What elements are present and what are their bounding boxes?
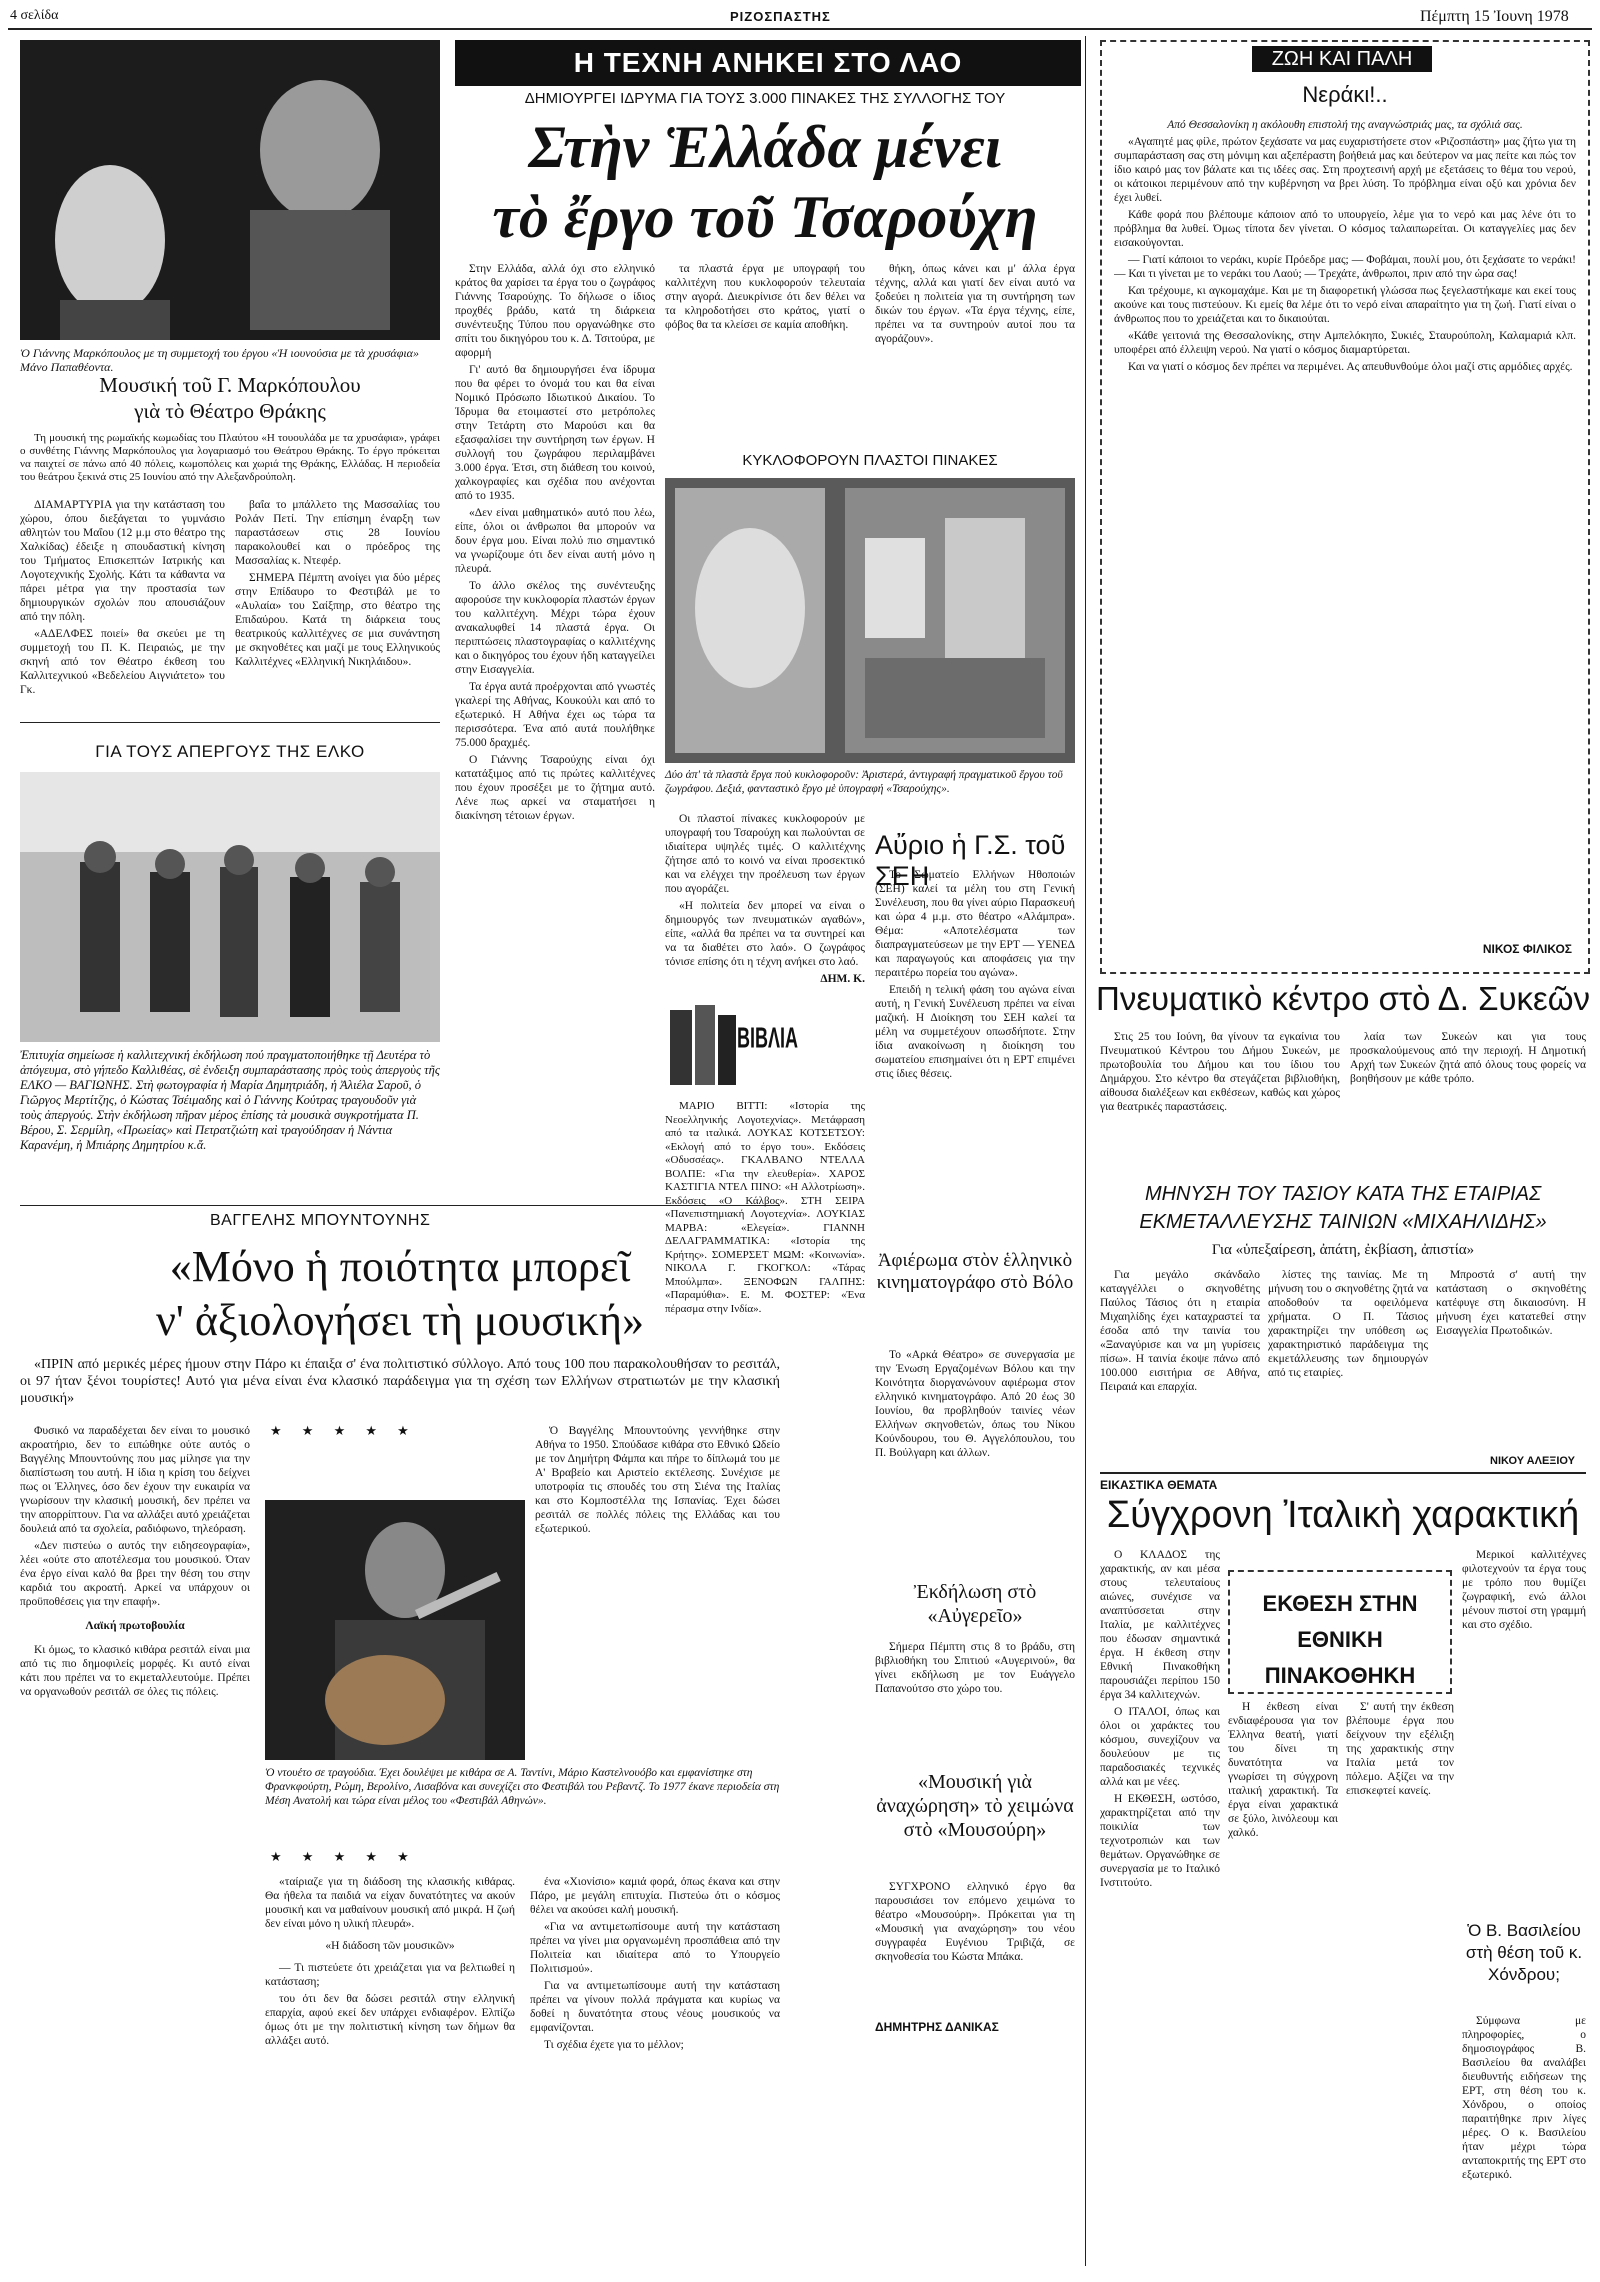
brief-text-b: βαΐα το μπάλλετο της Μασσαλίας του Ρολάν Πετί. Την επίσημη έναρξη των παραστάσεων στις 28 Ιουνίου παρακολουθεί και ο πρόεδρος της Μασσαλίας κ. Ντεφέρ.	[235, 499, 440, 567]
tsarouchis-col-1	[455, 262, 655, 1052]
tsar-text-1c: «Δεν είναι μαθηματικό» αυτό που λέω, είπε, όλοι οι άνθρωποι θα μπορούν να δουν έργα μου. Είναι πολύ πιο σημαντικό να γνωρίζουμε ότι δεν είναι αυτή μόνο η πλευρά.	[455, 507, 655, 575]
photo-caption-markopoulos: Ὁ Γιάννης Μαρκόπουλος με τη συμμετοχή του έργου «Ἡ ιουνούσια με τὰ χρυσάφια» Μάνο Παπαθέοντα.	[20, 346, 419, 374]
elko-photo	[20, 772, 440, 1042]
brief-text-a2: «ΑΔΕΛΦΕΣ ποιεί» θα σκεύει με τη συμμετοχή του Π. Κ. Πειραιώς, με την σκηνή από τον Θέατρο έκθεση του Καλλιτεχνικού «Βεδελείου Αιγνιάτετο» του Γκ.	[20, 628, 225, 696]
minysi-headline	[1095, 1180, 1591, 1236]
tsar-text-1d: Το άλλο σκέλος της συνέντευξης αφορούσε την κυκλοφορία πλαστών έργων του καλλιτέχνη. Μέχρι τώρα έχουν ανακαλυφθεί 14 πλαστά έργα. Οι περιπτώσεις πλαστογραφίας ο καλλιτέχνης και ο δικηγόρος του έχουν ήδη καταγγείλει στην Εισαγγελία.	[455, 580, 655, 676]
tsarouchis-col-2	[665, 262, 865, 442]
col-a-text-3: Κι όμως, το κλασικό κιθάρα ρεσιτάλ είναι μια από τις πιο δημοφιλείς μορφές. Κι αυτό είναι κάτι που πρέπει να το εκμεταλλευτούμε. Πρέπει να οργανωθούν ρεσιτάλ σε όλες τις πόλεις.	[20, 1644, 250, 1698]
tsar-text-1e: Τα έργα αυτά προέρχονται από γνωστές γκαλερί της Αθήνας, Κουκούλι και από το εξωτερικό. Η Αθήνα έχει ως τώρα τα περισσότερα. Ένα από αυτά πουλήθηκε 75.000 δραχμές.	[455, 681, 655, 749]
minysi-text-c: Μπροστά σ' αυτή την κατάσταση ο σκηνοθέτης κατέφυγε στη δικαιοσύνη. Η μήνυση έχει κατατεθεί στην Εισαγγελία Πρωτοδικών.	[1436, 1269, 1586, 1337]
sei-text-1: Το Σωματείο Ελλήνων Ηθοποιών (ΣΕΗ) καλεί τα μέλη του στη Γενική Συνέλευση, που θα γίνει αύριο Παρασκευή και ώρα 4 μ.μ. στο θέατρο «Αλάμπρα». Θέμα: «Αποτελέσματα των διαπραγματεύσεων με την ΕΡΤ — ΥΕΝΕΔ και παραγωγούς και αποφάσεις για την περαιτέρω πορεία του αγώνα».	[875, 869, 1075, 979]
col-a-text-1: Φυσικό να παραδέχεται δεν είναι το μουσικό ακροατήριο, δεν το ειπώθηκε ούτε αυτός ο Βαγγέλης Μπουντούνης που μας μίλησε για την διαπίστωση του αυτή. Η ίδια η κρίση του δείχνει πως οι Έλληνες, όσο δεν έχουν την ευκαιρία να γνωρίσουν την κλασική μουσική, δεν πρέπει να την απορρίπτουν. Για να αλλάξει αυτό χρειάζεται δουλειά από τα σχολεία, ραδιόφωνο, τηλεόραση.	[20, 1425, 250, 1535]
issue-date: Πέμπτη 15 Ἰουνη 1978	[1420, 8, 1569, 25]
banner	[455, 40, 1081, 86]
tsar-text-1: Στην Ελλάδα, αλλά όχι στο ελληνικό κράτος θα χαρίσει τα έργα του ο ζωγράφος Γιάννης Τσαρούχης. Το δήλωσε ο ίδιος προχθές βράδυ, κατά τη διάρκεια συνέντευξης Τύπου που οργανώθηκε στο σπίτι του δικηγόρου του κ. Δ. Τσιτούρα, με αφορμή	[455, 263, 655, 359]
eikastika-label: ΕΙΚΑΣΤΙΚΑ ΘΕΜΑΤΑ	[1100, 1478, 1218, 1492]
minysi-col-b	[1268, 1268, 1428, 1453]
interview-col-b	[265, 1875, 515, 2245]
banner-text: Η ΤΕΧΝΗ ΑΝΗΚΕΙ ΣΤΟ ΛΑΟ	[573, 47, 963, 78]
elko-caption: Ἐπιτυχία σημείωσε ἡ καλλιτεχνική ἐκδήλωση πού πραγματοποιήθηκε τῇ Δευτέρα τὸ ἀπόγευμα, στὸ γήπεδο Καλλιθέας, σὲ ἐνδειξη συμπαράστασης πρὸς τοὺς ἀπεργοὺς τῆς ΕΛΚΟ — ΒΑΓΙΩΝΗΣ. Στὴ φωτογραφία ἡ Μαρία Δημητριάδη, ἡ Ἀλιέλα Σαροῦ, ὁ Γιῶργος Μερτίτζης, ὁ Κώστας Τσέιμαδης καὶ ὁ Γιάννης Κούτρας τραγουδοῦν γιὰ τοὺς ἀπεργούς. Στὴν ἐκδήλωση πῆραν μέρος ἐπίσης τὰ μουσικὰ συγκροτήματα Π. Βέρου, Σ. Σερμίλη, «Πρωείας» καὶ Πετρατζιώτη καὶ τραγούδησαν ἡ Νάντια Καρανέμη, ἡ Μπιάρης Δημητρίου κ.ἄ.	[20, 1048, 440, 1152]
afieroma-text	[875, 1348, 1075, 1568]
box-text-5: «Κάθε γειτονιά της Θεσσαλονίκης, στην Αμπελόκηπο, Συκιές, Σταυρούπολη, Καλαμαριά κλπ. υποφέρει από έλλειψη νερού. Να γιατί ο κόσμος διαμαρτύρεται.	[1114, 330, 1576, 356]
guitarist-image	[265, 1500, 525, 1760]
ekdilosi-headline: Ἐκδήλωση στὸ «Αὐγερεῖο»	[913, 1581, 1037, 1627]
zoi-kai-pali-box	[1100, 40, 1590, 974]
minysi-text-b: λίστες της ταινίας. Με τη μήνυση του ο σκηνοθέτης ζητά να αποδοθούν τα οφειλόμενα χρήματα. Ο Π. Τάσιος χαρακτηρίζει την υπόθεση ως χαρακτηριστικό παράδειγμα της εκμετάλλευσης των δημιουργών από τις εταιρίες.	[1268, 1269, 1428, 1379]
box-title: ΖΩΗ ΚΑΙ ΠΑΛΗ	[1252, 46, 1432, 72]
box-body	[1114, 118, 1576, 928]
brief-text-a: ΔΙΑΜΑΡΤΥΡΙΑ για την κατάσταση του χώρου, όπου διεξάγεται το γυμνάσιο αθλητών του Μαΐου (12 μ.μ στο θέατρο της Χαλκίδας) έδειξε η σπουδαστική κίνηση του Τμήματος Επισκεπτών Ιατρικής και Λογοτεχνικής Σχολής. Κάτι τα κάθαντα να πάρει μέτρα για την προστασία των δημιουργικών σχολών που απουσιάζουν από την πόλη.	[20, 499, 225, 623]
col-a-subhead: Λαϊκή πρωτοβουλία	[85, 1620, 185, 1632]
italian-headline: Σύγχρονη Ἰταλικὴ χαρακτική	[1106, 1494, 1580, 1536]
books-label: ΒΙΒΛΙΑ	[737, 1021, 799, 1054]
brief-column-b	[235, 498, 440, 718]
mousouri-headline: «Μουσική γιὰ ἀναχώρηση» τὸ χειμώνα στὸ «Μουσούρη»	[876, 1771, 1074, 1841]
afieroma-body: Το «Αρκά Θέατρο» σε συνεργασία με την Ένωση Εργαζομένων Βόλου και την Κοινότητα διοργανώνουν αφιέρωμα στον ελληνικό κινηματογράφο. Από 20 έως 30 Ιουνίου, θα προβληθούν ταινίες νέων Ελλήνων σκηνοθετών, όπως του Νίκου Κούνδουρου, του Θ. Αγγελόπουλου, του Π. Βούλγαρη και άλλων.	[875, 1349, 1075, 1459]
mousouri-sign: ΔΗΜΗΤΡΗΣ ΔΑΝΙΚΑΣ	[875, 2020, 999, 2034]
markopoulos-lead	[20, 432, 440, 492]
box-text-1: «Αγαπητέ μας φίλε, πρώτον ξεχάσατε να μας ευχαριστήσετε στον «Ριζοσπάστη» μας ζήτω για τη συμπαράσταση σας στη μόνιμη και αξεπέραστη βοήθειά μας και δεύτερον να μας πείτε και πώς τον ίδιο καιρό μας τον βάλατε και τις ιδέες σας. Στη προχτεσινή αρχή με εξετάσεις το θέμα του νερού, οι κάτοικοι περιμένουν από την κυβέρνηση να βρει λύση. Το πρόβλημα είναι οξύ και χρόνια δεν έχει λυθεί.	[1114, 136, 1576, 204]
ekthesi-title: ΕΚΘΕΣΗ ΣΤΗΝ ΕΘΝΙΚΗ ΠΙΝΑΚΟΘΗΚΗ	[1262, 1591, 1418, 1688]
ital-text-b: Η έκθεση είναι ενδιαφέρουσα για τον Έλληνα θεατή, γιατί του δίνει τη δυνατότητα να γνωρίσει τη σύγχρονη ιταλική χαρακτική. Τα έργα είναι χαρακτικά σε ξύλο, λινόλεουμ και χαλκό.	[1228, 1701, 1338, 1839]
box-text-3: — Γιατί κάποιοι το νεράκι, κυρίε Πρόεδρε μας; — Φοβάμαι, πουλί μου, ότι ξεχάσατε το νεράκι! — Και τι γίνεται με το νεράκι του Λαού; — Τρεχάτε, άνθρωποι, πριν από την ώρα σας!	[1114, 254, 1576, 280]
box-text-2: Κάθε φορά που βλέπουμε κάποιον από το υπουργείο, λέμε για το νερό και μας λένε ότι το πρόβλημα θα λυθεί. Όμως τίποτα δεν γίνεται. Ο κόσμος ταλαιπωρείται. Οι καταγγελίες μας δεν εισακούγονται.	[1114, 209, 1576, 249]
ital-text-c: Ο ΙΤΑΛΟΙ, όπως και όλοι οι χαράκτες του κόσμου, συνεχίζουν να δουλεύουν με τις παραδοσιακές τεχνικές αλλά και με νέες.	[1100, 1706, 1220, 1788]
tsar-text-3: θήκη, όπως κάνει και μ' άλλα έργα τέχνης, αλλά και γιατί δεν είναι αυτό να ξοδεύει η πολιτεία για τη συντήρηση των δικών του έργων. «Τα έργα τέχνης, είπε, πρέπει να τα συντηρούν αυτοί που τα αγοράζουν».	[875, 263, 1075, 345]
col-c-text-1: ένα «Χιονίσιο» καμιά φορά, όπως έκανα και στην Πάρο, με μεγάλη επιτυχία. Πιστεύω ότι ο κόσμος θέλει να ακούσει καλή μουσική.	[530, 1876, 780, 1916]
ital-text-a: Ο ΚΛΑΔΟΣ της χαρακτικής, αν και μέσα στους τελευταίους αιώνες, συνέχισε να αναπτύσσεται στην Ιταλία, με καλλιτέχνες που έδωσαν σημαντικά έργα. Η έκθεση στην Εθνική Πινακοθήκη παρουσιάζει περίπου 150 έργα 34 καλλιτεχνών.	[1100, 1549, 1220, 1701]
elko-headline: ΓΙΑ ΤΟΥΣ ΑΠΕΡΓΟΥΣ ΤΗΣ ΕΛΚΟ	[95, 742, 365, 761]
col-b-text-3: του ότι δεν θα δώσει ρεσιτάλ στην ελληνική επαρχία, αφού εκεί δεν υπάρχει ενδιαφέρον. Ελπίζω όμως ότι με την πολιτιστική κίνηση των δήμων θα αλλάξει αυτό.	[265, 1993, 515, 2047]
col-c-text-2: «Για να αντιμετωπίσουμε αυτή την κατάσταση πρέπει να γίνει μια οργανωμένη προσπάθεια από την Πολιτεία και ιδιαίτερα από το Υπουργείο Πολιτισμού».	[530, 1921, 780, 1975]
italian-col-c	[1346, 1700, 1454, 2250]
box-signature: ΝΙΚΟΣ ΦΙΛΙΚΟΣ	[1482, 942, 1572, 956]
books-list	[665, 1100, 865, 1610]
fake-paintings-photo	[665, 478, 1075, 763]
portrait-image	[20, 40, 440, 340]
ital-text-e: Σ' αυτή την έκθεση βλέπουμε έργα που δείχνουν την εξέλιξη της χαρακτικής στην Ιταλία μετά τον πόλεμο. Αξίζει να την επισκεφτεί κανείς.	[1346, 1701, 1454, 1797]
star-divider-1: ★ ★ ★ ★ ★	[270, 1424, 417, 1439]
guitarist-photo	[265, 1500, 525, 1760]
ekdilosi-text	[875, 1640, 1075, 1750]
star-divider-2: ★ ★ ★ ★ ★	[270, 1850, 417, 1865]
col-b-subhead: «Η διάδοση τῶν μουσικῶν»	[325, 1940, 455, 1952]
italian-col-a	[1100, 1548, 1220, 2248]
vasileiou-body: Σύμφωνα με πληροφορίες, ο δημοσιογράφος Β. Βασιλείου θα αναλάβει διευθυντής ειδήσεων της ΕΡΤ, στη θέση του κ. Χόνδρου, ο οποίος παραιτήθηκε πριν λίγες μέρες. Ο κ. Βασιλείου ήταν μέχρι τώρα ανταποκριτής της ΕΡΤ στο εξωτερικό.	[1462, 2015, 1586, 2181]
page-number: 4 σελίδα	[10, 8, 59, 23]
italian-col-b	[1228, 1700, 1338, 2250]
vasileiou-headline: Ὁ Β. Βασιλείου στὴ θέση τοῦ κ. Χόνδρου;	[1465, 1921, 1583, 1984]
col-c-text-3: Για να αντιμετωπίσουμε αυτή την κατάσταση πρέπει να γίνουν πολλά πράγματα και κυρίως να δοθεί η δυνατότητα στους νέους μουσικούς να εμφανίζονται.	[530, 1980, 780, 2034]
tsar-sign: ΔΗΜ. Κ.	[820, 973, 865, 985]
tsarouchis-kicker: ΔΗΜΙΟΥΡΓΕΙ ΙΔΡΥΜΑ ΓΙΑ ΤΟΥΣ 3.000 ΠΙΝΑΚΕΣ ΤΗΣ ΣΥΛΛΟΓΗΣ ΤΟΥ	[524, 90, 1006, 107]
brief-text-b2: ΣΗΜΕΡΑ Πέμπτη ανοίγει για δύο μέρες στην Επίδαυρο το Φεστιβάλ με το «Αυλαία» του Σαίξπηρ, στο θέατρο της Επιδαύρου. Κατά τη διάρκεια τους θεατρικούς καλλιτέχνες σε μια συνάντηση με σκηνοθέτες και μαζί με τους Ελληνικούς Καλλιτέχνες «Ελληνική Νικηλάιδου».	[235, 572, 440, 668]
books-text: ΜΑΡΙΟ ΒΙΤΤΙ: «Ιστορία της Νεοελληνικής Λογοτεχνίας». Μετάφραση από τα ιταλικά. ΛΟΥΚΑΣ ΚΟΤΣΕΤΣΟΥ: «Εκλογή από το έργο του». Εκδόσεις «Οδυσσέας». ΓΚΑΛΒΑΝΟ ΝΤΕΛΛΑ ΒΟΛΠΕ: «Για την ελευθερία». ΧΑΡΟΣ ΚΑΣΤΙΓΙΑ ΝΤΕΛ ΠΙΝΟ: «Η Αλλοτρίωση». Εκδόσεις «Ο Κάλβος». ΣΤΗ ΣΕΙΡΑ «Πανεπιστημιακή Λογοτεχνία». ΛΟΥΚΙΑΣ ΜΑΡΒΑ: «Ελεγεία». ΓΙΑΝΝΗ ΔΕΛΑΓΡΑΜΜΑΤΙΚΑ: «Ιστορία της Κρήτης». ΣΟΜΕΡΣΕΤ ΜΩΜ: «Κοινωνία». ΝΙΚΟΛΑ Γ. ΓΚΟΓΚΟΛ: «Τάρας Μπούλμπα». ΞΕΝΟΦΩΝ ΓΑΛΠΗΣ: «Παραμύθια». Ε. Μ. ΦΟΣΤΕΡ: «Ένα πέρασμα στην Ινδία».	[665, 1100, 865, 1315]
fake-paintings-subhead: ΚΥΚΛΟΦΟΡΟΥΝ ΠΛΑΣΤΟΙ ΠΙΝΑΚΕΣ	[742, 452, 998, 469]
headline-line-2: γιὰ τὸ Θέατρο Θράκης	[134, 399, 326, 423]
minysi-line-2: ΕΚΜΕΤΑΛΛΕΥΣΗΣ ΤΑΙΝΙΩΝ «ΜΙΧΑΗΛΙΔΗΣ»	[1139, 1211, 1547, 1233]
kentro-text-a: Στις 25 του Ιούνη, θα γίνουν τα εγκαίνια του Πνευματικού Κέντρου του Δήμου Συκεών, με πρωτοβουλία του Δήμου και του ίδιου του Δημάρχου. Στο κέντρο θα στεγάζεται βιβλιοθήκη, αίθουσα διαλέξεων και εκθέσεων, καθώς και χώρος για θεατρικές παραστάσεις.	[1100, 1031, 1340, 1113]
minysi-line-1: ΜΗΝΥΣΗ ΤΟΥ ΤΑΣΙΟΥ ΚΑΤΑ ΤΗΣ ΕΤΑΙΡΙΑΣ	[1144, 1183, 1542, 1205]
box-subtitle: Νεράκι!..	[1302, 82, 1388, 107]
interview-lead-text: «ΠΡΙΝ από μερικές μέρες ήμουν στην Πάρο κι έπαιξα σ' ένα πολιτιστικό σύλλογο. Από τους 100 που παρακολουθήσαν το ρεσιτάλ, οι 97 ήταν ξένοι τουρίστες! Αυτό για μένα είναι ένα κλασικό παράδειγμα για τη σχέση των Ελλήνων στρατιωτών με την κλασική μουσική»	[20, 1357, 780, 1406]
tsarouchis-col-3	[875, 262, 1075, 442]
interview-author: ΒΑΓΓΕΛΗΣ ΜΠΟΥΝΤΟΥΝΗΣ	[210, 1212, 431, 1229]
masthead: ΡΙΖΟΣΠΑΣΤΗΣ	[730, 9, 831, 24]
mousouri-text	[875, 1880, 1075, 2010]
tsar-text-1f: Ο Γιάννης Τσαρούχης είναι όχι κατατάξιμος από τις πρώτες καλλιτέχνες που έχουν προσέξει με το ζήτημα αυτό. Λένε πως αρκεί να σταματήσει η διακίνηση τέτοιων έργων.	[455, 754, 655, 822]
interview-col-c	[530, 1875, 780, 2245]
sei-text	[875, 868, 1075, 1188]
box-intro: Από Θεσσαλονίκη η ακόλουθη επιστολή της αναγνώστριάς μας, τα σχόλιά σας.	[1167, 119, 1523, 131]
interview-title-line-2: ν' ἀξιολογήσει τὴ μουσική»	[156, 1296, 644, 1345]
tsar-mid-text: «Η πολιτεία δεν μπορεί να είναι ο δημιουργός των πνευματικών αγαθών», είπε, «αλλά θα πρέπει να τα συντηρεί και να τα διαθέτει στο λαό». Ο ζωγράφος τόνισε επίσης ότι η τέχνη ανήκει στο λαό.	[665, 900, 865, 968]
headline-line-1: Μουσική τοῦ Γ. Μαρκόπουλου	[99, 373, 361, 397]
left-divider	[20, 722, 440, 723]
vasileiou-text	[1462, 2014, 1586, 2244]
italian-col-d	[1462, 1548, 1586, 1918]
box-text-6: Και να γιατί ο κόσμος δεν πρέπει να περιμένει. Ας απευθυνθούμε όλοι μαζί στις αρμόδιες αρχές.	[1128, 361, 1573, 373]
ital-text-d: Η ΕΚΘΕΣΗ, ωστόσο, χαρακτηρίζεται από την ποικιλία των τεχνοτροπιών και των θεμάτων. Οργανώθηκε σε συνεργασία με το Ιταλικό Ινστιτούτο.	[1100, 1793, 1220, 1889]
tsar-text-1b: Γι' αυτό θα δημιουργήσει ένα ίδρυμα που θα φέρει το όνομά του και θα είναι Νομικό Πρόσωπο Ιδιωτικού Δικαίου. Το Ίδρυμα θα ετοιμαστεί στο μετρόπολες στην Τετάρτη στο Μαρούσι και θα εξασφαλίσει την συντήρηση των έργων. Η συλλογή του ζωγράφου περιλαμβάνει 3.000 έργα. Έτσι, στη διάθεση του κοινού, χαλκογραφίες και σχέδια που ανέχονται από το 1935.	[455, 364, 655, 502]
ekdilosi-body: Σήμερα Πέμπτη στις 8 το βράδυ, στη βιβλιοθήκη του Σπιτιού «Αυγερινού», θα γίνει εκδήλωση με τον Ευάγγελο Παπανούτσο στο χώρο του.	[875, 1641, 1075, 1695]
header-rule	[8, 28, 1592, 30]
tsar-text-2: τα πλαστά έργα με υπογραφή του καλλιτέχνη που κυκλοφορούν τελευταία στην αγορά. Διευκρίνισε ότι δεν θέλει να τα κληροδοτήσει στο κράτος, γιατί ο φόβος θα τα κλείσει σε καμία αποθήκη.	[665, 263, 865, 331]
mousouri-body: ΣΥΓΧΡΟΝΟ ελληνικό έργο θα παρουσιάσει τον επόμενο χειμώνα το θέατρο «Μουσούρη». Πρόκειται για τη «Μουσική για αναχώρηση» του νέου συγγραφέα Ευγένιου Τριβιζά, σε σκηνοθεσία του Κώστα Μπάκα.	[875, 1881, 1075, 1963]
col-b-text-1: «ταίριαζε για τη διάδοση της κλασικής κιθάρας. Θα ήθελα τα παιδιά να είχαν δυνατότητες να ακούν μουσική και να μαθαίνουν μουσική από μικρά. Η ζωή δεν είναι μόνο η υλική πλευρά».	[265, 1876, 515, 1930]
bio-text: Ὁ Βαγγέλης Μπουντούνης γεννήθηκε στην Αθήνα το 1950. Σπούδασε κιθάρα στο Εθνικό Ωδείο με τον Δημήτρη Φάμπα και πήρε το δίπλωμά του με Α' Βραβείο και Αριστείο εκτέλεσης. Συνέχισε με υποτροφία τις σπουδές του στη Σιένα της Ιταλίας και στο Κομποστέλλα της Ισπανίας. Έχει δώσει ρεσιτάλ σε πολλές πόλεις της Ελλάδας και του εξωτερικού.	[535, 1425, 780, 1535]
tsar-text-2b: Οι πλαστοί πίνακες κυκλοφορούν με υπογραφή του Τσαρούχη και πωλούνται σε ιδιαίτερα υψηλές τιμές. Ο καλλιτέχνης ζήτησε από το κοινό να είναι προσεκτικό και να ελέγχει την προέλευση των έργων που αγοράζει.	[665, 813, 865, 895]
minysi-text-a: Για μεγάλο σκάνδαλο καταγγέλλει ο σκηνοθέτης Παύλος Τάσιος ότι η εταιρία Μιχαηλίδης έχει καταχραστεί τα έσοδα από την ταινία του «Ξαναγύρισε και να μη γυρίσεις πίσω». Η ταινία έκοψε πάνω από 100.000 εισιτήρια σε Αθήνα, Πειραιά και επαρχία.	[1100, 1269, 1260, 1393]
eikastika-rule	[1100, 1472, 1586, 1474]
paintings-image	[665, 478, 1075, 763]
kentro-col-b	[1350, 1030, 1586, 1170]
markopoulos-photo	[20, 40, 440, 340]
minysi-subhead: Για «ὑπεξαίρεση, ἀπάτη, ἐκβίαση, ἀπιστία»	[1211, 1242, 1475, 1258]
afieroma-headline: Ἀφιέρωμα στὸν ἑλληνικὸ κινηματογράφο στὸ Βόλο	[876, 1250, 1074, 1293]
kentro-headline: Πνευματικὸ κέντρο στὸ Δ. Συκεῶν	[1095, 980, 1591, 1017]
col-c-text-4: Τι σχέδια έχετε για το μέλλον;	[544, 2039, 684, 2051]
box-text-4: Και τρέχουμε, κι αγκομαχάμε. Και με τη διαφορετική γλώσσα πως ξεγελαστήκαμε και εκεί τους ακούνε και τους πιστεύουν. Κι εμείς θα λέμε ότι το νερό είναι απαραίτητο για τη ζωή. Γιατί είναι ο άνθρωπος που το χρειάζεται και το δικαιούται.	[1114, 285, 1576, 325]
headline-markopoulos	[20, 372, 440, 424]
center-right-divider	[1085, 36, 1086, 2266]
minysi-sign: ΝΙΚΟΥ ΑΛΕΞΙΟΥ	[1490, 1455, 1576, 1467]
books-logo	[665, 1000, 799, 1090]
lead-text: Τη μουσική της ρωμαϊκής κωμωδίας του Πλαύτου «Η τουουλάδα με τα χρυσάφια», γράφει ο συνθέτης Γιάννης Μαρκόπουλος για λογαριασμό του Θεάτρου Θράκης. Το έργο πρόκειται να παιχτεί σε πάνω από 40 πόλεις, κωμοπόλεις και χωριά της Θράκης, Ελλάδας. Η περιοδεία του θεάτρου ξεκινά στις 25 Ιουνίου από την Αλεξανδρούπολη.	[20, 432, 440, 483]
ital-text-f: Μερικοί καλλιτέχνες φιλοτεχνούν τα έργα τους με τρόπο που θυμίζει ζωγραφική, ενώ άλλοι μένουν πιστοί στη γραμμή και στο σχέδιο.	[1462, 1549, 1586, 1631]
brief-column-a	[20, 498, 225, 718]
minysi-col-c	[1436, 1268, 1586, 1453]
singers-image	[20, 772, 440, 1042]
kentro-text-b: λαία των Συκεών και για τους προσκαλούμενους από την περιοχή. Η Δημοτική Αρχή των Συκεών ζητά από όλους τους φορείς να βοηθήσουν με κάθε τρόπο.	[1350, 1031, 1586, 1085]
fake-paintings-caption: Δύο ἀπ' τὰ πλαστὰ ἔργα ποὺ κυκλοφοροῦν: Ἀριστερά, ἀντιγραφή πραγματικοῦ ἔργου τοῦ ζωγράφου. Δεξιά, φανταστικὸ ἔργο μὲ ὑπογραφή «Τσαρούχης».	[665, 769, 1063, 795]
headline-line-1: Στὴν Ἑλλάδα μένει	[528, 114, 1002, 180]
minysi-col-a	[1100, 1268, 1260, 1453]
ekthesi-box	[1228, 1570, 1452, 1694]
headline-line-2: τὸ ἔργο τοῦ Τσαρούχη	[492, 184, 1038, 250]
sei-text-2: Επειδή η τελική φάση του αγώνα είναι αυτή, η Γενική Συνέλευση πρέπει να είναι μαζική. Η Διοίκηση του ΣΕΗ καλεί τα μέλη να συμμετέχουν οπωσδήποτε. Στην ίδια ανακοίνωση η διοίκηση του σωματείου επισημαίνει ότι η ΕΡΤ επιμένει στις ίδιες θέσεις.	[875, 984, 1075, 1080]
col-a-text-2: «Δεν πιστεύω ο αυτός την ειδησεογραφία», λέει «ούτε στο αποτέλεσμα του μουσικού. Όταν ένα έργο είναι καλό θα βρει την θέση του στην καρδιά του ακροατή. Αρκεί να υπάρχουν οι προϋποθέσεις για την επαφή».	[20, 1540, 250, 1608]
guitarist-caption: Ὁ ντουέτο σε τραγούδια. Έχει δουλέψει με κιθάρα σε Α. Ταντίνι, Μάριο Καστελνουόβο και εμφανίστηκε στη Φρανκφούρτη, Ρώμη, Βερολίνο, Λισαβόνα και συνεχίζει στο Φεστιβάλ του Ρεβαντζ. Το 1977 έκανε περιοδεία στη Μέση Ανατολή και τώρα είναι μέλος του «Φεστιβάλ Αθηνών».	[265, 1767, 780, 1807]
kentro-col-a	[1100, 1030, 1340, 1170]
sei-headline: Αὔριο ἡ Γ.Σ. τοῦ ΣΕΗ	[875, 830, 1066, 891]
interview-col-a	[20, 1424, 250, 2244]
col-b-text-2: — Τι πιστεύετε ότι χρειάζεται για να βελτιωθεί η κατάσταση;	[265, 1962, 515, 1988]
tsarouchis-headline	[455, 112, 1075, 252]
interview-title-line-1: «Μόνο ἡ ποιότητα μπορεῖ	[169, 1242, 631, 1291]
